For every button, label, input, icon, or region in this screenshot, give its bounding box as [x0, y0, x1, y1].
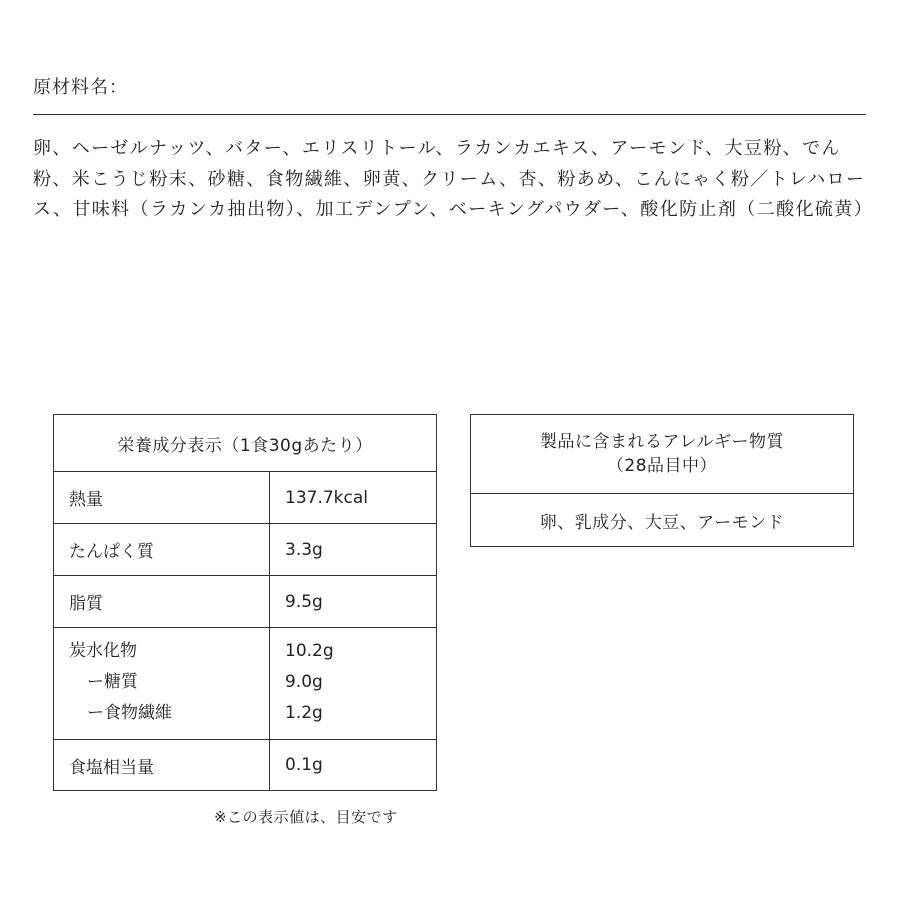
- nutrition-row-energy: [54, 472, 436, 524]
- allergen-subtitle: （28品目中）: [606, 456, 718, 476]
- ingredients-heading: 原材料名：: [33, 77, 128, 98]
- nutrition-label: たんぱく質: [54, 524, 270, 575]
- nutrition-label: 炭水化物: [69, 641, 137, 661]
- nutrition-value: 10.2g: [285, 641, 334, 661]
- nutrition-sublabel-fiber: ー食物繊維: [87, 703, 172, 723]
- nutrition-footnote: ※この表示値は、目安です: [214, 808, 398, 826]
- nutrition-table: [53, 414, 437, 791]
- nutrition-subvalue-sugar: 9.0g: [285, 672, 323, 692]
- allergen-items: 卵、乳成分、大豆、アーモンド: [539, 512, 785, 533]
- nutrition-value-group: [270, 628, 436, 739]
- nutrition-sublabel-sugar: ー糖質: [87, 672, 138, 692]
- nutrition-title: 栄養成分表示（1食30gあたり）: [54, 415, 436, 472]
- nutrition-value: 137.7kcal: [285, 487, 368, 508]
- nutrition-label: 熱量: [54, 472, 270, 523]
- nutrition-row-carbohydrate: [54, 628, 436, 740]
- ingredients-text: 卵、ヘーゼルナッツ、バター、エリスリトール、ラカンカエキス、アーモンド、大豆粉、でん粉、米こうじ粉末、砂糖、食物繊維、卵黄、クリーム、杏、粉あめ、こんにゃく粉／トレハロース、甘味料（ラカンカ抽出物）、加工デンプン、ベーキングパウダー、酸化防止剤（二酸化硫黄）: [33, 138, 874, 220]
- nutrition-value: 9.5g: [285, 591, 323, 612]
- allergen-title: 製品に含まれるアレルギー物質: [540, 432, 784, 452]
- nutrition-value: 0.1g: [285, 755, 323, 775]
- nutrition-row-fat: [54, 576, 436, 628]
- nutrition-row-protein: [54, 524, 436, 576]
- nutrition-label-group: [54, 628, 270, 739]
- nutrition-subvalue-fiber: 1.2g: [285, 703, 323, 723]
- allergen-header: [471, 415, 853, 494]
- nutrition-row-salt: [54, 740, 436, 790]
- nutrition-label: 脂質: [54, 576, 270, 627]
- allergen-table: [470, 414, 854, 547]
- nutrition-label: 食塩相当量: [54, 740, 270, 790]
- nutrition-value: 3.3g: [285, 539, 323, 560]
- ingredients-divider: [33, 114, 866, 115]
